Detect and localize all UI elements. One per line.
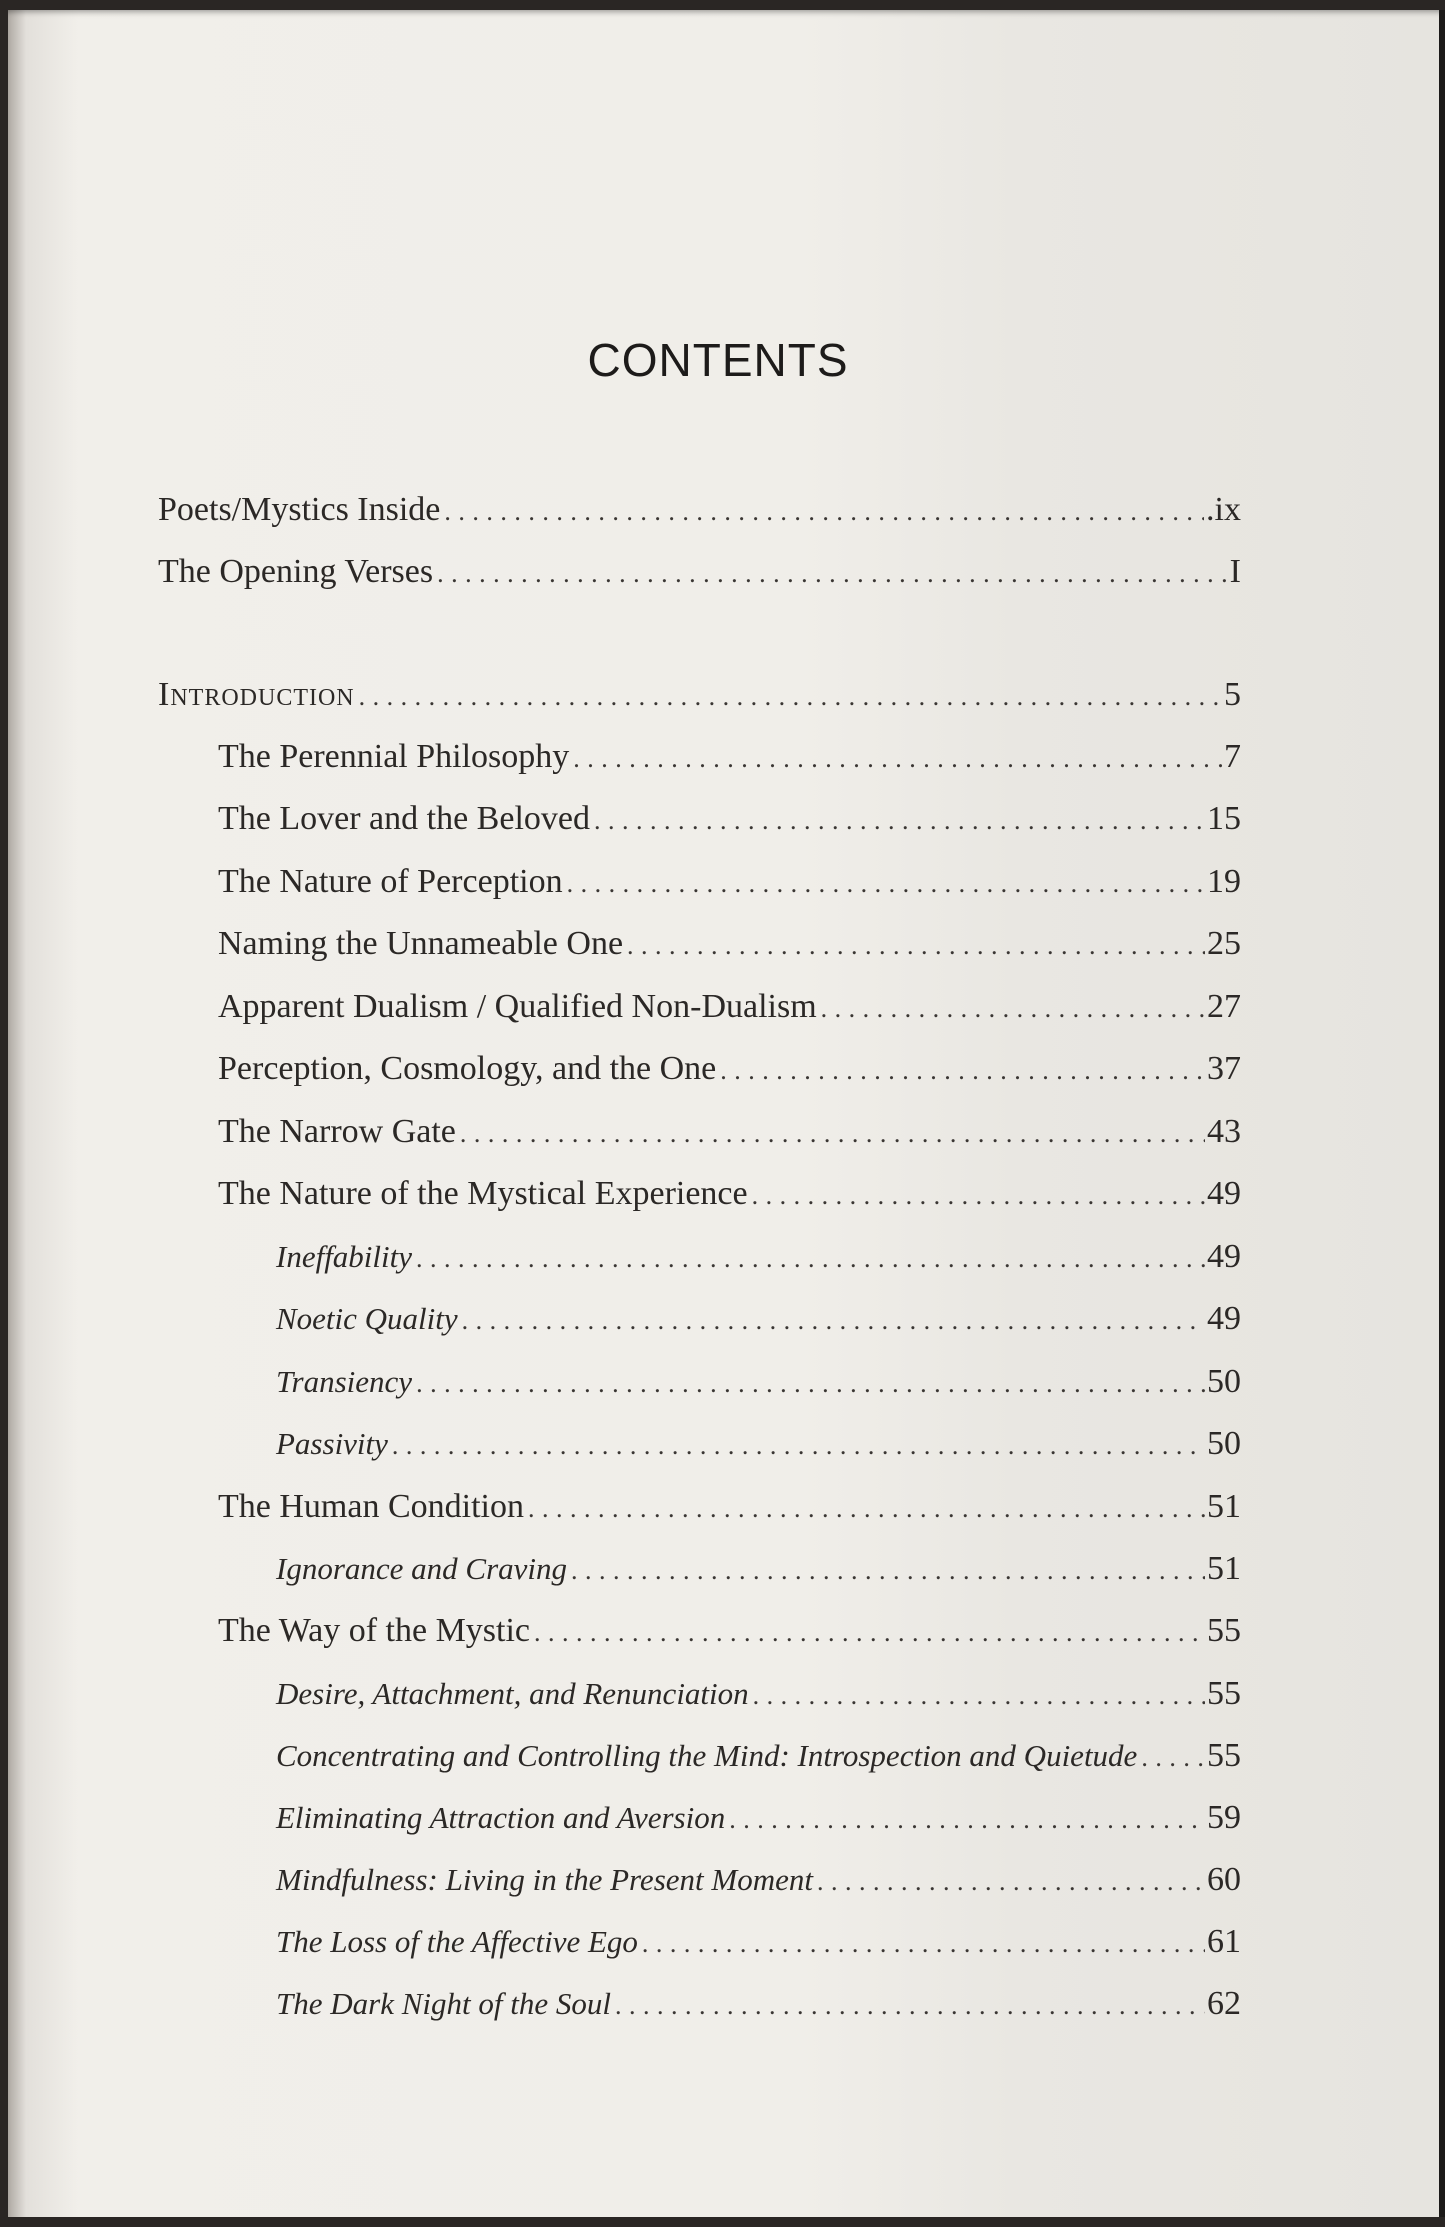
toc-entry-level-2[interactable]	[276, 1669, 1241, 1719]
dot-leader	[753, 1671, 1205, 1721]
dot-leader	[821, 984, 1205, 1034]
toc-entry-page-number: 49	[1207, 1300, 1241, 1337]
toc-entry-level-2[interactable]	[276, 1357, 1241, 1407]
toc-entry-title: Desire, Attachment, and Renunciation	[276, 1676, 749, 1711]
dot-leader	[359, 672, 1222, 722]
toc-entry-page-number: 51	[1207, 1550, 1241, 1587]
toc-entry-page-number: 27	[1207, 988, 1241, 1025]
dot-leader	[534, 1608, 1205, 1658]
dot-leader	[720, 1046, 1205, 1096]
toc-entry-title: Introduction	[158, 676, 355, 713]
toc-entry-title: The Nature of the Mystical Experience	[218, 1175, 748, 1212]
toc-entry-title: The Opening Verses	[158, 553, 434, 590]
toc-entry-level-1[interactable]	[218, 919, 1241, 969]
toc-entry-title: Concentrating and Controlling the Mind: Introspection and Quietude	[276, 1738, 1138, 1773]
toc-entry-page-number: 50	[1207, 1425, 1241, 1462]
toc-entry-title: The Loss of the Affective Ego	[276, 1924, 638, 1959]
toc-entry-page-number: 43	[1207, 1113, 1241, 1150]
toc-entry-title: Ignorance and Craving	[276, 1551, 568, 1586]
dot-leader	[416, 1234, 1205, 1284]
dot-leader	[642, 1919, 1205, 1969]
dot-leader	[528, 1484, 1205, 1534]
toc-entry-title: The Narrow Gate	[218, 1113, 456, 1150]
toc-entry-title: Passivity	[276, 1426, 388, 1461]
toc-entry-page-number: 61	[1207, 1923, 1241, 1960]
toc-entry-page-number: 49	[1207, 1238, 1241, 1275]
dot-leader	[594, 796, 1205, 846]
dot-leader	[752, 1171, 1205, 1221]
dot-leader	[460, 1109, 1205, 1159]
toc-entry-title: The Human Condition	[218, 1488, 524, 1525]
toc-entry-level-2[interactable]	[276, 1419, 1241, 1469]
toc-entry-page-number: 25	[1207, 925, 1241, 962]
toc-entry-title: The Lover and the Beloved	[218, 800, 590, 837]
toc-entry-title: Noetic Quality	[276, 1301, 458, 1336]
toc-entry-title: Naming the Unnameable One	[218, 925, 624, 962]
dot-leader	[627, 921, 1205, 971]
dot-leader	[615, 1981, 1205, 2031]
toc-entry-page-number: 5	[1224, 676, 1241, 713]
toc-entry-page-number: 19	[1207, 863, 1241, 900]
dot-leader	[729, 1795, 1205, 1845]
dot-leader	[437, 549, 1228, 599]
page-edge-shadow	[1439, 10, 1445, 2217]
dot-leader	[817, 1857, 1205, 1907]
toc-entry-level-2[interactable]	[276, 1979, 1241, 2029]
toc-entry-page-number: 51	[1207, 1488, 1241, 1525]
dot-leader	[567, 859, 1205, 909]
toc-entry-page-number: .ix	[1206, 491, 1241, 528]
toc-entry-level-1[interactable]	[218, 857, 1241, 907]
toc-entry-level-2[interactable]	[276, 1544, 1241, 1594]
toc-entry-title: Apparent Dualism / Qualified Non-Dualism	[218, 988, 817, 1025]
dot-leader	[571, 1546, 1205, 1596]
toc-entry-level-1[interactable]	[218, 732, 1241, 782]
toc-entry-page-number: 62	[1207, 1985, 1241, 2022]
book-page	[8, 10, 1445, 2217]
toc-entry-level-1[interactable]	[218, 982, 1241, 1032]
dot-leader	[416, 1359, 1205, 1409]
toc-entry-page-number: 55	[1207, 1612, 1241, 1649]
toc-entry-title: Mindfulness: Living in the Present Moment	[276, 1862, 813, 1897]
toc-entry-page-number: 37	[1207, 1050, 1241, 1087]
toc-entry-level-1[interactable]	[218, 1169, 1241, 1219]
toc-entry-level-2[interactable]	[276, 1731, 1241, 1781]
toc-entry-level-2[interactable]	[276, 1793, 1241, 1843]
toc-entry-level-0[interactable]	[158, 547, 1241, 597]
toc-entry-title: Eliminating Attraction and Aversion	[276, 1800, 726, 1835]
toc-entry-title: Ineffability	[276, 1239, 413, 1274]
toc-entry-level-2[interactable]	[276, 1232, 1241, 1282]
toc-entry-page-number: 50	[1207, 1363, 1241, 1400]
toc-entry-level-2[interactable]	[276, 1917, 1241, 1967]
toc-entry-page-number: 49	[1207, 1175, 1241, 1212]
toc-entry-title: Poets/Mystics Inside	[158, 491, 441, 528]
toc-entry-level-0[interactable]	[158, 485, 1241, 535]
toc-entry-title: The Way of the Mystic	[218, 1612, 531, 1649]
toc-entry-title: The Nature of Perception	[218, 863, 563, 900]
toc-entry-title: Transiency	[276, 1364, 413, 1399]
toc-entry-title: Perception, Cosmology, and the One	[218, 1050, 717, 1087]
toc-entry-level-1[interactable]	[218, 1482, 1241, 1532]
toc-entry-level-1[interactable]	[218, 794, 1241, 844]
dot-leader	[1141, 1733, 1205, 1783]
dot-leader	[462, 1296, 1205, 1346]
toc-entry-page-number: 55	[1207, 1675, 1241, 1712]
toc-entry-page-number: 60	[1207, 1861, 1241, 1898]
toc-entry-level-2[interactable]	[276, 1855, 1241, 1905]
toc-entry-page-number: 15	[1207, 800, 1241, 837]
toc-entry-level-1[interactable]	[218, 1606, 1241, 1656]
toc-entry-page-number: I	[1229, 553, 1241, 590]
dot-leader	[392, 1421, 1205, 1471]
toc-entry-page-number: 7	[1224, 738, 1241, 775]
toc-entry-title: The Perennial Philosophy	[218, 738, 570, 775]
toc-entry-level-1[interactable]	[218, 1044, 1241, 1094]
dot-leader	[444, 487, 1204, 537]
toc-entry-level-2[interactable]	[276, 1294, 1241, 1344]
toc-entry-level-1[interactable]	[218, 1107, 1241, 1157]
toc-entry-title: The Dark Night of the Soul	[276, 1986, 611, 2021]
toc-entry-page-number: 59	[1207, 1799, 1241, 1836]
toc-entry-page-number: 55	[1207, 1737, 1241, 1774]
page-title: CONTENTS	[587, 333, 849, 386]
toc-entry-level-0[interactable]	[158, 670, 1241, 720]
dot-leader	[573, 734, 1222, 784]
